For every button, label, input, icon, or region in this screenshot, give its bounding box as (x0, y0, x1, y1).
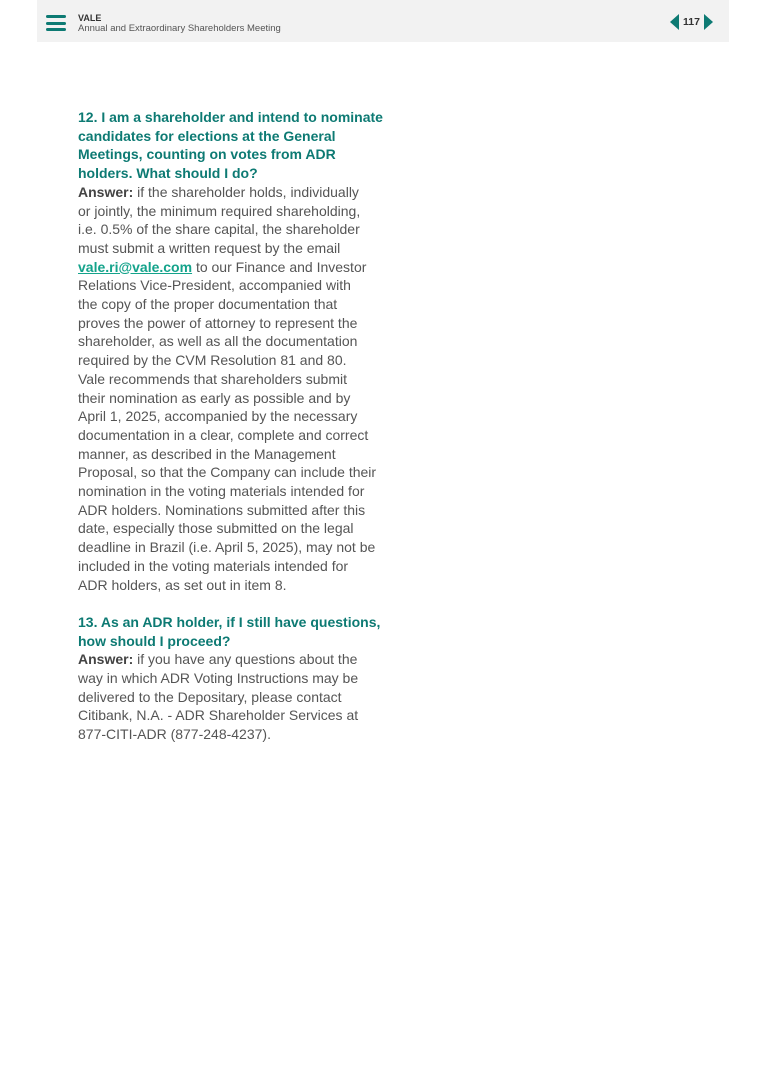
heading-line: Meetings, counting on votes from ADR (78, 146, 336, 163)
answer-text: to our Finance and Investor (192, 258, 367, 275)
text-line: nomination in the voting materials intended for (78, 483, 365, 500)
text-line: shareholder, as well as all the documentation (78, 333, 358, 350)
text-line: Vale recommends that shareholders submit (78, 370, 347, 387)
text-line: proves the power of attorney to represent the (78, 314, 358, 331)
faq-content (78, 108, 398, 744)
answer-text: if the shareholder holds, individually (133, 183, 359, 200)
text-line: must submit a written request by the email (78, 239, 341, 256)
answer-12-lines-a (78, 202, 398, 258)
text-line: i.e. 0.5% of the share capital, the shareholder (78, 221, 360, 238)
text-line: 877-CITI-ADR (877-248-4237). (78, 726, 271, 743)
text-line: their nomination as early as possible and by (78, 389, 351, 406)
text-line: the copy of the proper documentation that (78, 296, 338, 313)
answer-13-lines (78, 669, 398, 744)
text-line: ADR holders, as set out in item 8. (78, 576, 287, 593)
answer-12-first-line (78, 183, 398, 202)
text-line: ADR holders. Nominations submitted after this (78, 501, 366, 518)
answer-13-first-line (78, 650, 398, 669)
text-line: April 1, 2025, accompanied by the necessary (78, 408, 358, 425)
email-link[interactable]: vale.ri@vale.com (78, 258, 193, 275)
answer-label: Answer: (78, 183, 134, 200)
text-line: Relations Vice-President, accompanied with (78, 277, 351, 294)
answer-label: Answer: (78, 651, 134, 668)
page-number: 117 (683, 16, 700, 28)
text-line: date, especially those submitted on the legal (78, 520, 354, 537)
text-line: Proposal, so that the Company can include their (78, 464, 377, 481)
text-line: documentation in a clear, complete and correct (78, 426, 369, 443)
text-line: included in the voting materials intended for (78, 557, 349, 574)
answer-text: if you have any questions about the (133, 651, 358, 668)
heading-line: how should I proceed? (78, 632, 231, 649)
heading-line: 13. As an ADR holder, if I still have questions, (78, 613, 381, 630)
document-title: Annual and Extraordinary Shareholders Meeting (78, 23, 281, 34)
answer-12-email-line (78, 258, 398, 277)
previous-page-icon[interactable] (670, 14, 679, 30)
text-line: manner, as described in the Management (78, 445, 336, 462)
text-line: deadline in Brazil (i.e. April 5, 2025), may not be (78, 539, 376, 556)
heading-line: holders. What should I do? (78, 165, 258, 182)
answer-12-lines-b (78, 276, 398, 594)
text-line: delivered to the Depositary, please contact (78, 688, 342, 705)
question-13-heading (78, 613, 398, 650)
text-line: or jointly, the minimum required shareholding, (78, 202, 361, 219)
text-line: Citibank, N.A. - ADR Shareholder Services at (78, 707, 359, 724)
text-line: way in which ADR Voting Instructions may be (78, 670, 359, 687)
text-line: required by the CVM Resolution 81 and 80. (78, 352, 347, 369)
next-page-icon[interactable] (704, 14, 713, 30)
heading-line: 12. I am a shareholder and intend to nominate (78, 109, 383, 125)
brand-name: VALE (78, 13, 102, 23)
question-12-heading (78, 108, 398, 183)
page-navigator (670, 14, 713, 30)
menu-icon[interactable] (46, 15, 66, 31)
heading-line: candidates for elections at the General (78, 127, 336, 144)
top-bar (37, 0, 729, 42)
